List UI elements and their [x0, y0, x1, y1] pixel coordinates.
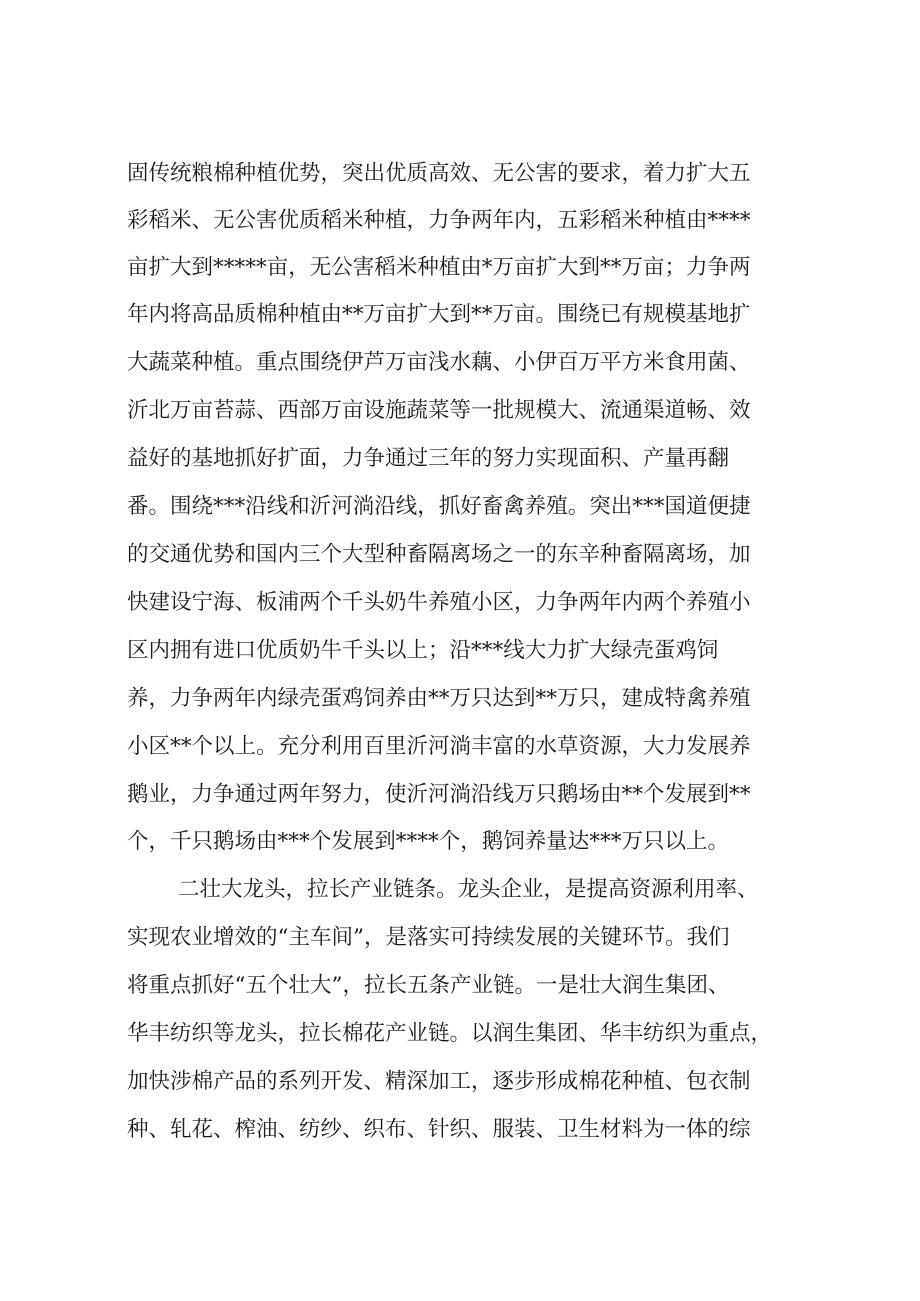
- text-line: 亩扩大到*****亩，无公害稻米种植由*万亩扩大到**万亩；力争两: [127, 255, 751, 280]
- text-line: 实现农业增效的“主车间”，是落实可持续发展的关键环节。我们: [127, 925, 730, 950]
- text-line: 益好的基地抓好扩面，力争通过三年的努力实现面积、产量再翻: [127, 446, 730, 471]
- text-line: 养，力争两年内绿壳蛋鸡饲养由**万只达到**万只，建成特禽养殖: [127, 686, 751, 711]
- text-line: 种、轧花、榨油、纺纱、织布、针织、服装、卫生材料为一体的综: [127, 1117, 751, 1142]
- text-line: 番。围绕***沿线和沂河淌沿线，抓好畜禽养殖。突出***国道便捷: [127, 494, 751, 519]
- text-line: 固传统粮棉种植优势，突出优质高效、无公害的要求，着力扩大五: [127, 161, 751, 186]
- text-line: 加快涉棉产品的系列开发、精深加工，逐步形成棉花种植、包衣制: [127, 1069, 751, 1094]
- text-line: 彩稻米、无公害优质稻米种植，力争两年内，五彩稻米种植由****: [127, 208, 751, 233]
- text-line: 区内拥有进口优质奶牛千头以上；沿***线大力扩大绿壳蛋鸡饲: [127, 638, 719, 663]
- paragraph-first-line: 二壮大龙头，拉长产业链条。龙头企业，是提高资源利用率、: [178, 877, 759, 902]
- text-line: 鹅业，力争通过两年努力，使沂河淌沿线万只鹅场由**个发展到**: [127, 782, 751, 807]
- text-line: 的交通优势和国内三个大型种畜隔离场之一的东辛种畜隔离场，加: [127, 542, 751, 567]
- text-line: 大蔬菜种植。重点围绕伊芦万亩浅水藕、小伊百万平方米食用菌、: [127, 350, 751, 375]
- text-line: 将重点抓好“五个壮大”，拉长五条产业链。一是壮大润生集团、: [127, 973, 730, 998]
- text-line: 个，千只鹅场由***个发展到****个，鹅饲养量达***万只以上。: [127, 829, 730, 854]
- text-line: 沂北万亩苔蒜、西部万亩设施蔬菜等一批规模大、流通渠道畅、效: [127, 398, 751, 423]
- text-line: 华丰纺织等龙头，拉长棉花产业链。以润生集团、华丰纺织为重点，: [127, 1021, 773, 1046]
- text-line: 小区**个以上。充分利用百里沂河淌丰富的水草资源，大力发展养: [127, 734, 751, 759]
- text-line: 年内将高品质棉种植由**万亩扩大到**万亩。围绕已有规模基地扩: [127, 302, 751, 327]
- text-line: 快建设宁海、板浦两个千头奶牛养殖小区，力争两年内两个养殖小: [127, 590, 751, 615]
